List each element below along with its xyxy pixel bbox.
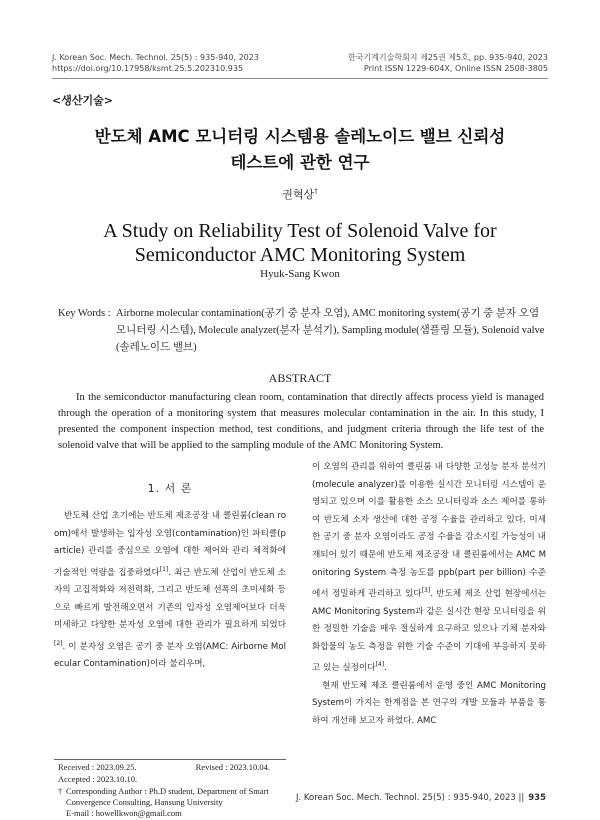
intro-paragraph-right-1 [312,459,546,678]
journal-citation-korean: 한국기계기술학회지 제25권 제5호, pp. 935-940, 2023 [347,53,548,62]
abstract-heading: ABSTRACT [268,371,332,385]
citation-ref[interactable]: [3] [421,587,431,595]
keywords [58,305,548,356]
intro-paragraph-right-2: 현재 반도체 제조 클린룸에서 운영 중인 AMC Monitoring System이 가지는 한계점을 본 연구의 개발 모듈과 부품을 통하여 개선해 보고자 하였다. AMC [312,680,546,727]
korean-title-line2: 테스트에 관한 연구 [230,153,370,172]
citation-ref[interactable]: [2] [54,640,63,648]
section-heading-introduction: 1. 서 론 [147,482,193,495]
dagger-mark: † [58,786,63,796]
english-title-line2: Semiconductor AMC Monitoring System [134,244,466,266]
left-column [54,480,286,674]
page-number: 935 [528,793,546,803]
text-run: . [384,663,387,674]
citation-ref[interactable]: [1] [159,565,169,573]
korean-title [0,124,600,176]
english-title-line1: A Study on Reliability Test of Solenoid Valve for [103,220,497,242]
page-footer [296,793,546,803]
abstract-text: In the semiconductor manufacturing clean room, contamination that directly affects process yield is managed through the operation of a monitoring system that measures molecular contamination in the air. In this study, I presented the component inspection method, test conditions, and judgment criteria through the life test of the solenoid valve that will be applied to the sampling module of the AMC Monitoring System. [58,392,544,451]
journal-citation: J. Korean Soc. Mech. Technol. 25(5) : 935-940, 2023 [52,53,259,62]
english-author: Hyuk-Sang Kwon [260,268,340,280]
revised-date: Revised : 2023.10.04. [195,762,270,772]
issn-info: Print ISSN 1229-604X, Online ISSN 2508-3805 [363,64,548,73]
korean-title-line1: 반도체 AMC 모니터링 시스템용 솔레노이드 밸브 신뢰성 [94,127,506,146]
corresponding-author-text: Corresponding Author : Ph.D student, Department of Smart Convergence Consulting, Hansung University [66,786,269,807]
right-column [312,459,546,731]
author-name-ko: 권혁상 [282,188,315,201]
intro-paragraph-left [54,508,286,674]
english-title [0,219,600,267]
corresponding-mark: † [314,187,318,196]
header-divider [52,78,548,79]
keywords-text: Airborne molecular contamination(공기 중 분자 오염), AMC monitoring system(공기 중 분자 오염 모니터링 시스템), Molecule analyzer(분자 분석기), Sampling module(샘플링 모듈), Solenoid valve (솔레노이드 밸브) [116,308,545,353]
author-email[interactable]: E-mail : howellkwon@gmail.com [66,808,182,818]
accepted-date: Accepted : 2023.10.10. [58,774,138,784]
article-category: <생산기술> [52,94,113,107]
footer-citation: J. Korean Soc. Mech. Technol. 25(5) : 935-940, 2023 || [295,793,525,803]
footnote-divider [54,759,286,760]
corresponding-author-note [58,786,288,819]
received-date: Received : 2023.09.25. [58,762,137,772]
text-run: 이 오염의 관리를 위하여 클린룸 내 다양한 고성능 분자 분석기(molecule analyzer)를 이용한 실시간 모니터링 시스템이 운영되고 있으며 이를 활용한 소스 모니터링과 소스 제어를 통하여 반도체 소자 생산에 대한 공정 수율을 관리하고 있다. 미세한 공기 중 분자 오염이라도 공정 수율을 감소시킬 가능성이 내재되어 있기 때문에 반도체 제조공장 내 클린룸에서는 AMC Monitoring System 측정 농도를 ppb(part per billion) 수준에서 정밀하게 관리하고 있다 [312,462,546,600]
korean-author [0,186,600,202]
text-run: 반도체 산업 초기에는 반도체 제조공장 내 클린룸(clean room)에서 발생하는 입자성 오염(contamination)인 파티클(particle) 관리를 중심으로 오염에 대한 제어와 관리 체적화에 기술적인 역량을 집중하였다 [54,511,286,578]
text-run: . 최근 반도체 산업이 반도체 소자의 고집적화와 저전력화, 그리고 반도체 선폭의 초미세화 등으로 빠르게 발전해오면서 기존의 입자성 오염제어보다 더욱 미세하고 다양한 분자성 오염에 대한 관리가 필요하게 되었다 [54,567,286,631]
doi-link[interactable]: https://doi.org/10.17958/ksmt.25.5.202310.935 [52,64,244,73]
keywords-label: Key Words : [58,308,111,319]
journal-header-left [52,52,259,74]
journal-header-right [348,52,548,74]
text-run: . 반도체 제조 산업 현장에서는 AMC Monitoring System과 같은 실시간 현장 모니터링을 위한 정밀한 기술을 매우 절실하게 요구하고 있으나 기체 분자와 화합물의 농도 측정을 위한 기술 수준이 기대에 부응하지 못하고 있는 실정이다 [312,589,546,674]
citation-ref[interactable]: [4] [375,661,385,669]
text-run: . 이 분자성 오염은 공기 중 분자 오염(AMC: Airborne Molecular Contamination)이라 불리우며, [54,641,286,670]
